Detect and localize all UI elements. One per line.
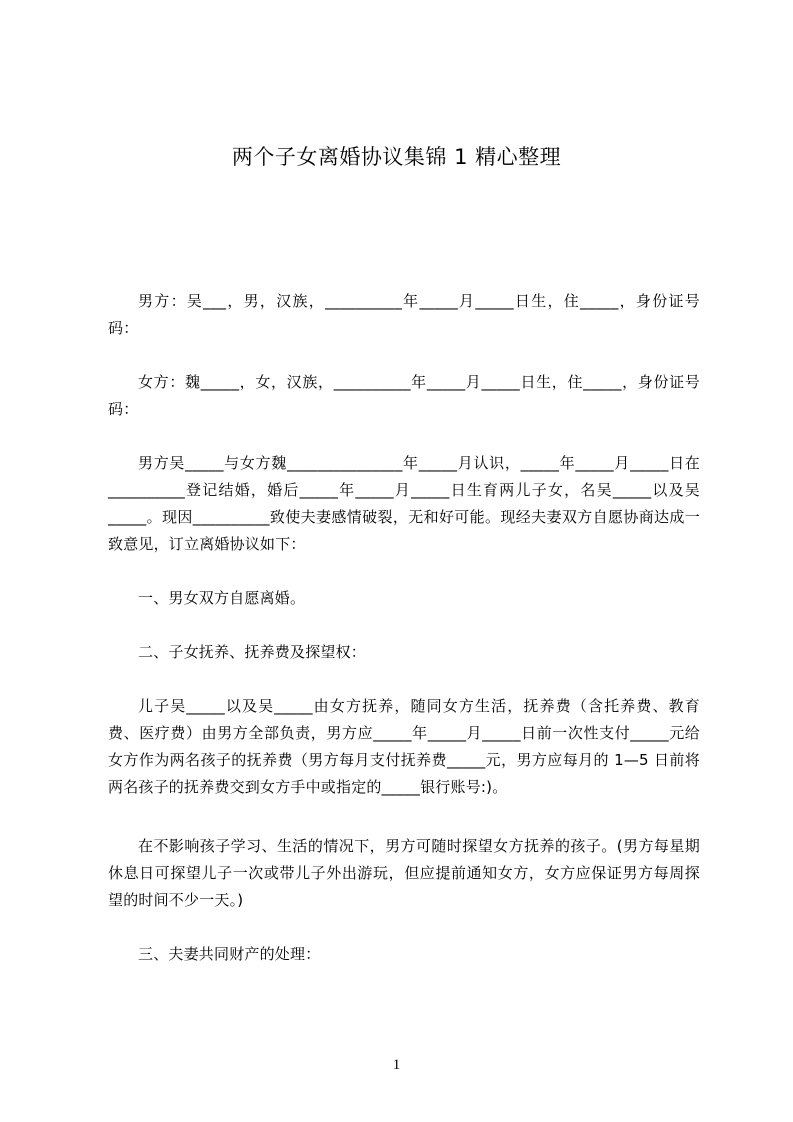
page-number: 1 xyxy=(392,1057,401,1073)
paragraph-female-party: 女方：魏_____，女，汉族，__________年_____月_____日生，住_____，身份证号码： xyxy=(108,373,700,418)
paragraph-visitation: 在不影响孩子学习、生活的情况下，男方可随时探望女方抚养的孩子。(男方每星期休息日可探望儿子一次或带儿子外出游玩，但应提前通知女方，女方应保证男方每周探望的时间不少一天。) xyxy=(108,837,700,909)
section-heading-custody: 二、子女抚养、抚养费及探望权： xyxy=(138,643,367,661)
paragraph-male-party: 男方：吴___，男，汉族，__________年_____月_____日生，住_____，身份证号码： xyxy=(108,292,700,337)
document-title: 两个子女离婚协议集锦 1 精心整理 xyxy=(231,145,562,169)
paragraph-child-support: 儿子吴_____以及吴_____由女方抚养，随同女方生活，抚养费（含托养费、教育费、医疗费）由男方全部负责，男方应_____年_____月_____日前一次性支付_____元给女方作为两名孩子的抚养费（男方每月支付抚养费_____元，男方应每月的 1—5 日前将两名孩子的抚养费交到女方手中或指定的_____银行账号:)。 xyxy=(108,697,700,796)
section-heading-divorce: 一、男女双方自愿离婚。 xyxy=(138,589,306,607)
paragraph-background: 男方吴_____与女方魏_______________年_____月认识，_____年_____月_____日在__________登记结婚，婚后_____年_____月_____日生育两儿子女，名吴_____以及吴_____。现因__________致使夫妻感情破裂，无和好可能。现经夫妻双方自愿协商达成一致意见，订立离婚协议如下： xyxy=(108,454,700,553)
document-body xyxy=(108,288,700,968)
section-heading-property: 三、夫妻共同财产的处理： xyxy=(138,945,321,963)
